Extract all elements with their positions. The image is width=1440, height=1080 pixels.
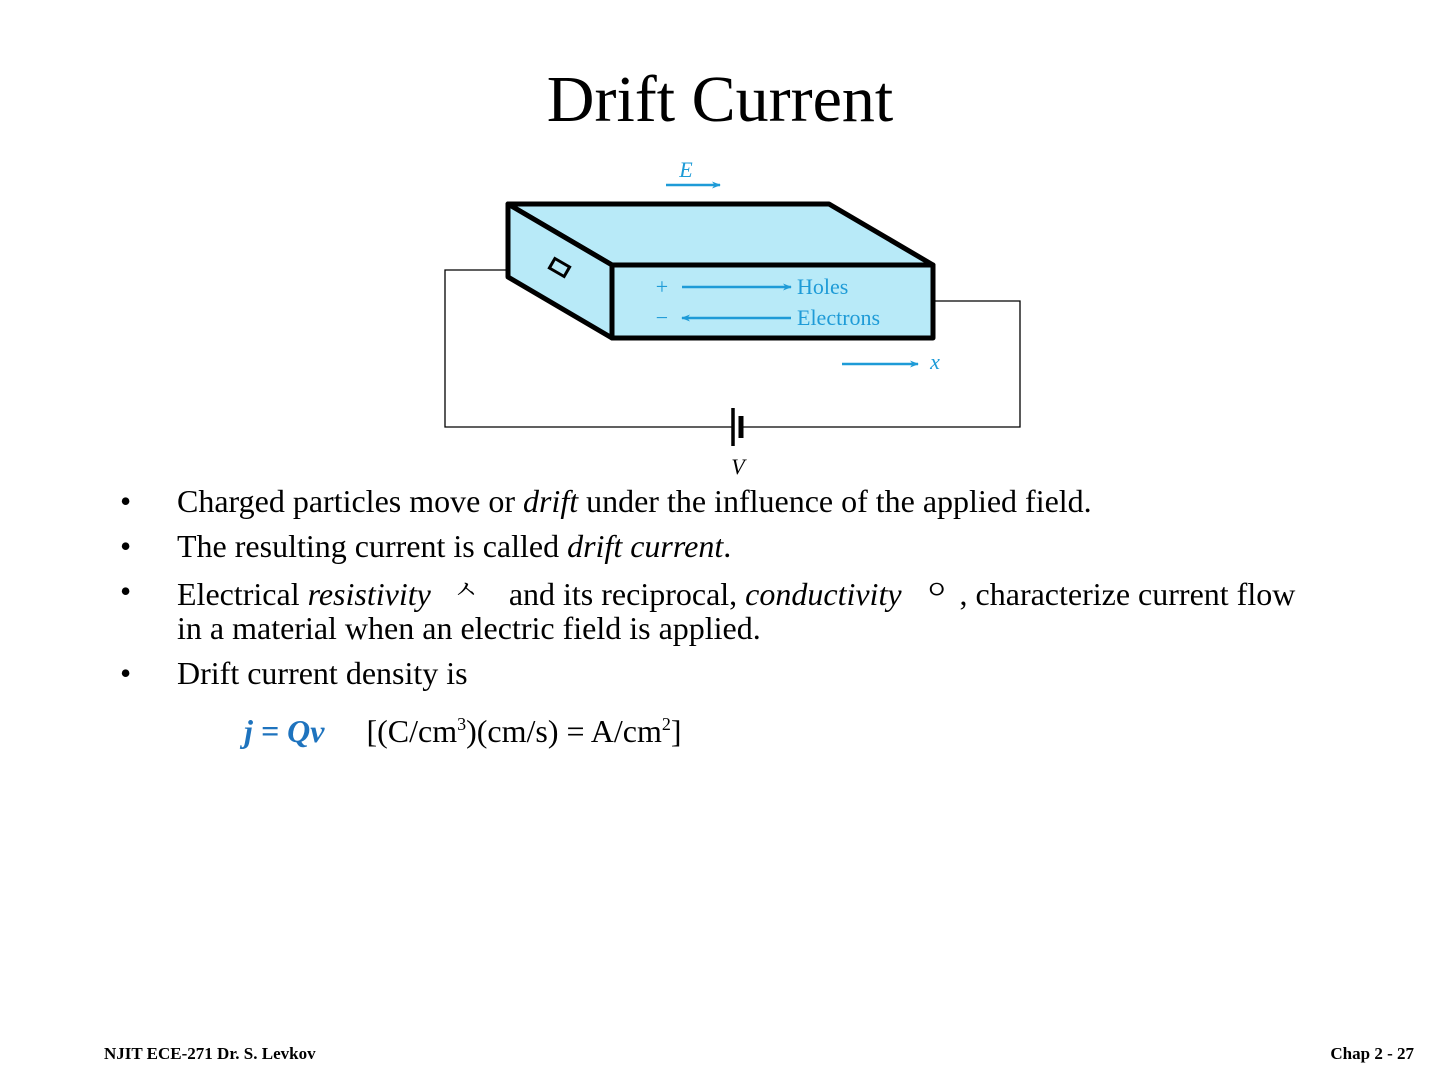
footer-page-number: Chap 2 - 27 (1330, 1044, 1414, 1063)
x-axis-label: x (930, 349, 940, 374)
formula-units: $[(C/cm^3)(cm/s) = A/cm^2]$ (366, 713, 682, 749)
drift-current-formula (244, 713, 682, 749)
electrons-label: Electrons (797, 305, 881, 330)
field-label: E (679, 157, 693, 182)
footer-course: NJIT ECE-271 Dr. S. Levkov (104, 1044, 316, 1063)
bullet-marker: • (120, 655, 132, 691)
bullet-item: • Drift current density is (120, 655, 468, 691)
rho-symbol: ㅅ (453, 576, 479, 606)
holes-label: Holes (797, 274, 849, 299)
bullet-item: • Electrical resistivity ㅅ and its reciprocal, conductivity ㅇ , characterize current flow in a material when an electric field is applied. (120, 573, 1296, 646)
bullet-marker: • (120, 528, 132, 564)
holes-sign: + (655, 274, 669, 299)
bullet-marker: • (120, 483, 132, 519)
formula-equation: j = Qv (244, 713, 325, 749)
semiconductor-bar-diagram (430, 150, 1030, 485)
sigma-symbol: ㅇ (923, 576, 950, 606)
bullet-item: • Charged particles move or drift under the influence of the applied field. (120, 483, 1092, 519)
bullet-item: • The resulting current is called drift current. (120, 528, 732, 564)
battery-icon (733, 408, 741, 446)
bullet-list (120, 484, 1320, 701)
battery-label: V (731, 454, 745, 479)
bullet-marker: • (120, 573, 132, 609)
electrons-sign: − (655, 305, 669, 330)
slide-title: Drift Current (546, 63, 894, 136)
